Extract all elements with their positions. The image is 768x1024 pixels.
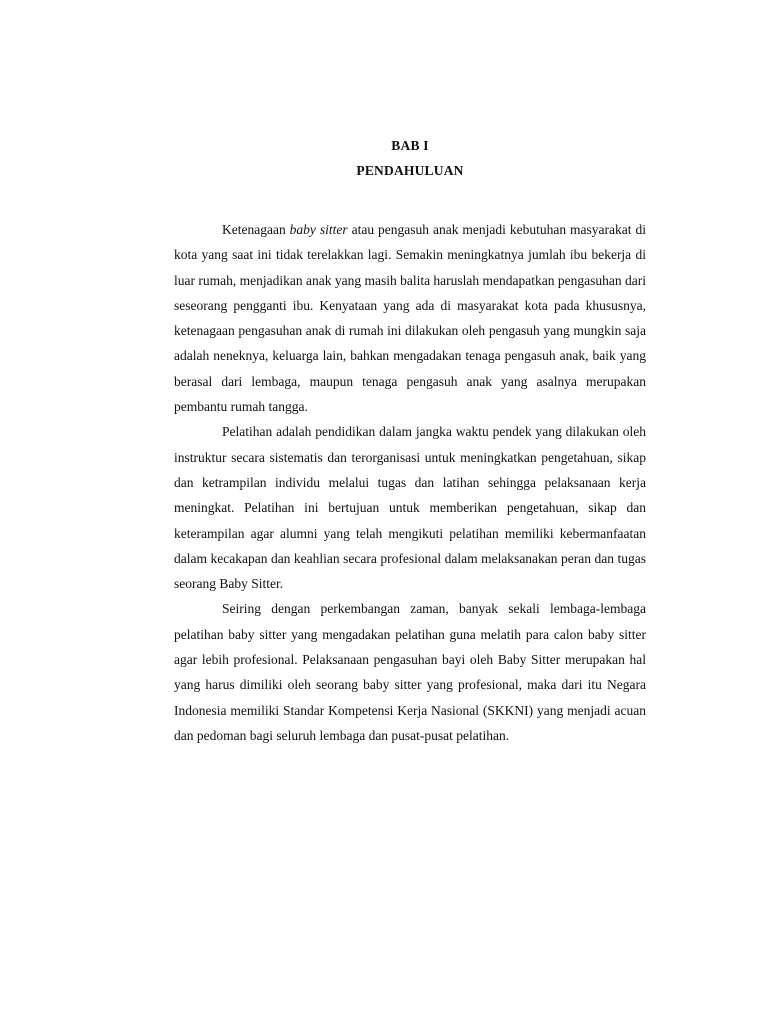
paragraph-3: Seiring dengan perkembangan zaman, banyak sekali lembaga-lembaga pelatihan baby sitter yang mengadakan pelatihan guna melatih para calon baby sitter agar lebih profesional. Pelaksanaan pengasuhan bayi oleh Baby Sitter merupakan hal yang harus dimiliki oleh seorang baby sitter yang profesional, maka dari itu Negara Indonesia memiliki Standar Kompetensi Kerja Nasional (SKKNI) yang menjadi acuan dan pedoman bagi seluruh lembaga dan pusat-pusat pelatihan. — [174, 601, 646, 743]
paragraph-1 — [174, 217, 646, 419]
paragraph-1-emphasis: baby sitter — [289, 222, 348, 237]
paragraph-1-lead: Ketenagaan — [222, 222, 290, 237]
chapter-title: PENDAHULUAN — [356, 163, 464, 178]
document-body — [174, 217, 646, 748]
chapter-number: BAB I — [391, 138, 429, 153]
paragraph-2: Pelatihan adalah pendidikan dalam jangka waktu pendek yang dilakukan oleh instruktur secara sistematis dan terorganisasi untuk meningkatkan pengetahuan, sikap dan ketrampilan individu melalui tugas dan latihan sehingga pelaksanaan kerja meningkat. Pelatihan ini bertujuan untuk memberikan pengetahuan, sikap dan keterampilan agar alumni yang telah mengikuti pelatihan memiliki kebermanfaatan dalam kecakapan dan keahlian secara profesional dalam melaksanakan peran dan tugas seorang Baby Sitter. — [174, 424, 646, 592]
paragraph-1-text: atau pengasuh anak menjadi kebutuhan masyarakat di kota yang saat ini tidak terelakkan lagi. Semakin meningkatnya jumlah ibu bekerja di luar rumah, menjadikan anak yang masih balita haruslah mendapatkan pengasuhan dari seseorang pengganti ibu. Kenyataan yang ada di masyarakat kota pada khususnya, ketenagaan pengasuhan anak di rumah ini dilakukan oleh pengasuh yang mungkin saja adalah neneknya, keluarga lain, bahkan mengadakan tenaga pengasuh anak, baik yang berasal dari lembaga, maupun tenaga pengasuh anak yang asalnya merupakan pembantu rumah tangga. — [174, 222, 646, 415]
